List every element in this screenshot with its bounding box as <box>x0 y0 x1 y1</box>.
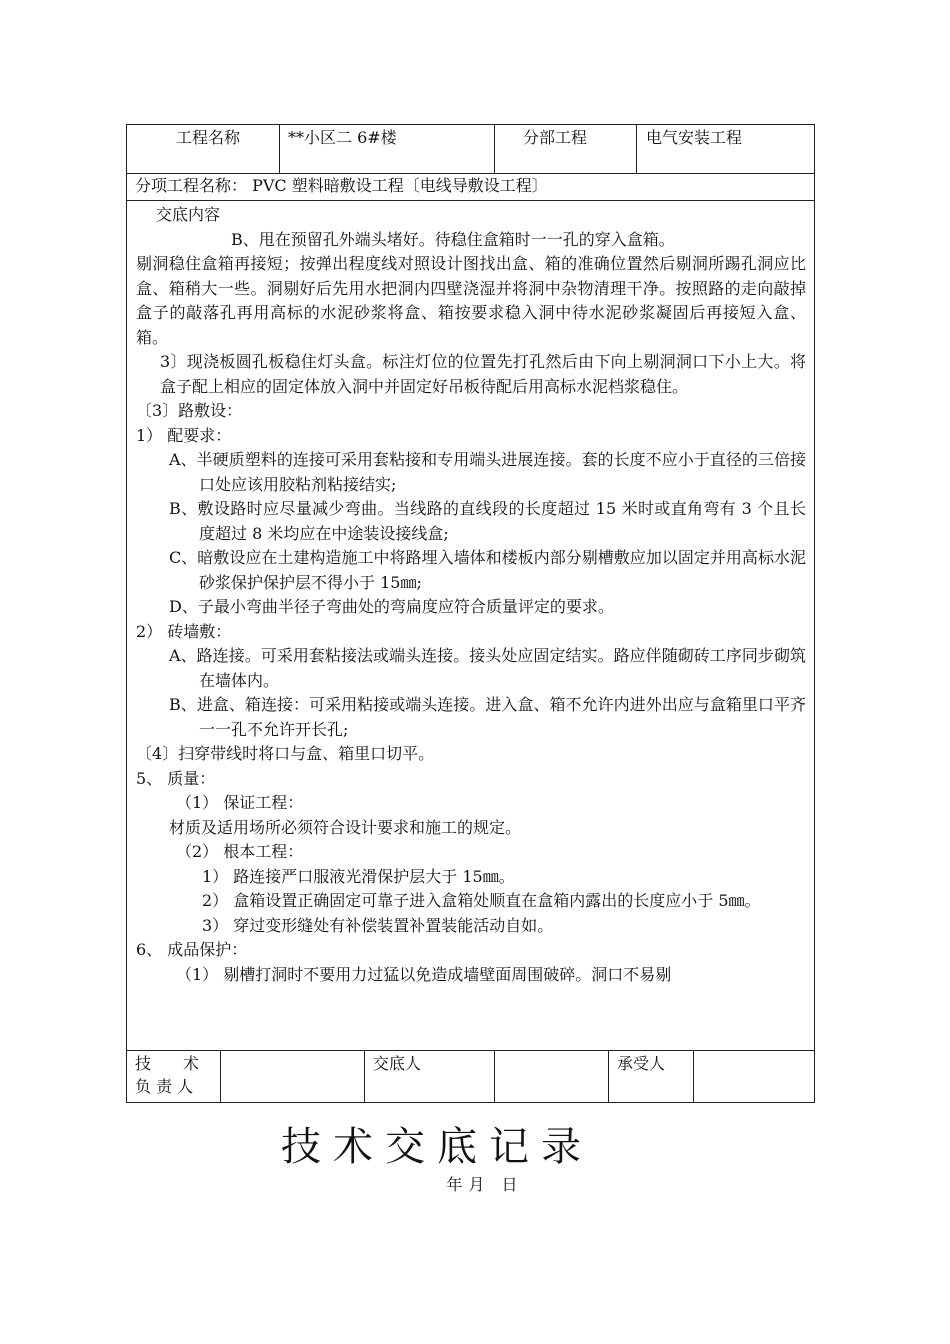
header-row <box>126 124 815 174</box>
content-line: 〔4〕扫穿带线时将口与盒、箱里口切平。 <box>136 744 435 763</box>
content-line: 1） 配要求： <box>136 425 232 445</box>
subitem-text: 分项工程名称： PVC 塑料暗敷设工程〔电线导敷设工程〕 <box>135 176 548 195</box>
content-line: 5、 质量： <box>136 768 216 788</box>
content-line: A、半硬质塑料的连接可采用套粘接和专用端头进展连接。套的长度不应小于直径的三倍接口处应该用胶粘剂粘接结实; <box>169 450 806 494</box>
date-line: 年月 日 <box>446 1175 524 1194</box>
tech-lead-value <box>221 1051 365 1102</box>
record-title: 技术交底记录 <box>281 1124 593 1170</box>
content-line: 6、 成品保护： <box>136 940 248 959</box>
handover-value <box>495 1051 609 1102</box>
disclosure-form <box>126 124 815 1103</box>
project-name-label: 工程名称 <box>127 125 280 173</box>
record-title-block <box>0 1120 950 1196</box>
content-heading: 交底内容 <box>156 205 221 224</box>
content-line: D、子最小弯曲半径子弯曲处的弯扁度应符合质量评定的要求。 <box>169 597 614 616</box>
project-name-value: **小区二 6#楼 <box>280 125 495 173</box>
content-line: 2） 砖墙敷： <box>136 621 232 641</box>
content-block <box>127 201 814 1050</box>
content-row <box>126 201 815 1051</box>
tech-lead-label: 技 术负 责 人 <box>127 1051 221 1102</box>
handover-label: 交底人 <box>365 1051 495 1102</box>
content-line: 1） 路连接严口服液光滑保护层大于 15㎜。 <box>202 866 515 886</box>
content-line: A、路连接。可采用套粘接法或端头连接。接头处应固定结实。路应伴随砌砖工序同步砌筑在墙体内。 <box>169 646 806 690</box>
content-line: （1） 保证工程： <box>176 793 304 812</box>
content-line: （2） 根本工程： <box>176 842 304 861</box>
content-line: 2） 盒箱设置正确固定可靠子进入盒箱处顺直在盒箱内露出的长度应小于 5㎜。 <box>202 891 761 910</box>
content-line: 材质及适用场所必须符合设计要求和施工的规定。 <box>169 817 522 837</box>
content-line: B、敷设路时应尽量减少弯曲。当线路的直线段的长度超过 15 米时或直角弯有 3 个且长度超过 8 米均应在中途装设接线盒; <box>169 499 806 543</box>
content-lines <box>136 228 806 988</box>
content-line: B、进盒、箱连接：可采用粘接或端头连接。进入盒、箱不允许内进外出应与盒箱里口平齐一一孔不允许开长孔; <box>169 695 806 739</box>
content-line: 〔3〕路敷设： <box>136 401 243 420</box>
receiver-value <box>694 1051 814 1102</box>
content-line: 3〕现浇板圆孔板稳住灯头盒。标注灯位的位置先打孔然后由下向上剔洞洞口下小上大。将盒子配上相应的固定体放入洞中并固定好吊板待配后用高标水泥档浆稳住。 <box>160 352 806 396</box>
division-value: 电气安装工程 <box>646 128 743 147</box>
content-line: C、暗敷设应在土建构造施工中将路埋入墙体和楼板内部分剔槽敷应加以固定并用高标水泥砂浆保护保护层不得小于 15㎜; <box>169 548 806 592</box>
division-label: 分部工程 <box>495 125 637 173</box>
content-line: 剔洞稳住盒箱再接短；按弹出程度线对照设计图找出盒、箱的准确位置然后剔洞所踢孔洞应比盒、箱稍大一些。洞剔好后先用水把洞内四壁浇湿并将洞中杂物清理干净。按照路的走向敲掉盒子的敲落孔再用高标的水泥砂浆将盒、箱按要求稳入洞中待水泥砂浆凝固后再接短入盒、箱。 <box>136 254 806 347</box>
signature-row <box>126 1051 815 1103</box>
content-line: B、甩在预留孔外端头堵好。待稳住盒箱时一一孔的穿入盒箱。 <box>231 229 675 249</box>
content-line: （1） 剔槽打洞时不要用力过猛以免造成墙壁面周围破碎。洞口不易剔 <box>176 964 672 984</box>
subitem-row <box>126 174 815 201</box>
receiver-label: 承受人 <box>609 1051 694 1102</box>
content-line: 3） 穿过变形缝处有补偿装置补置装能活动自如。 <box>202 915 554 935</box>
